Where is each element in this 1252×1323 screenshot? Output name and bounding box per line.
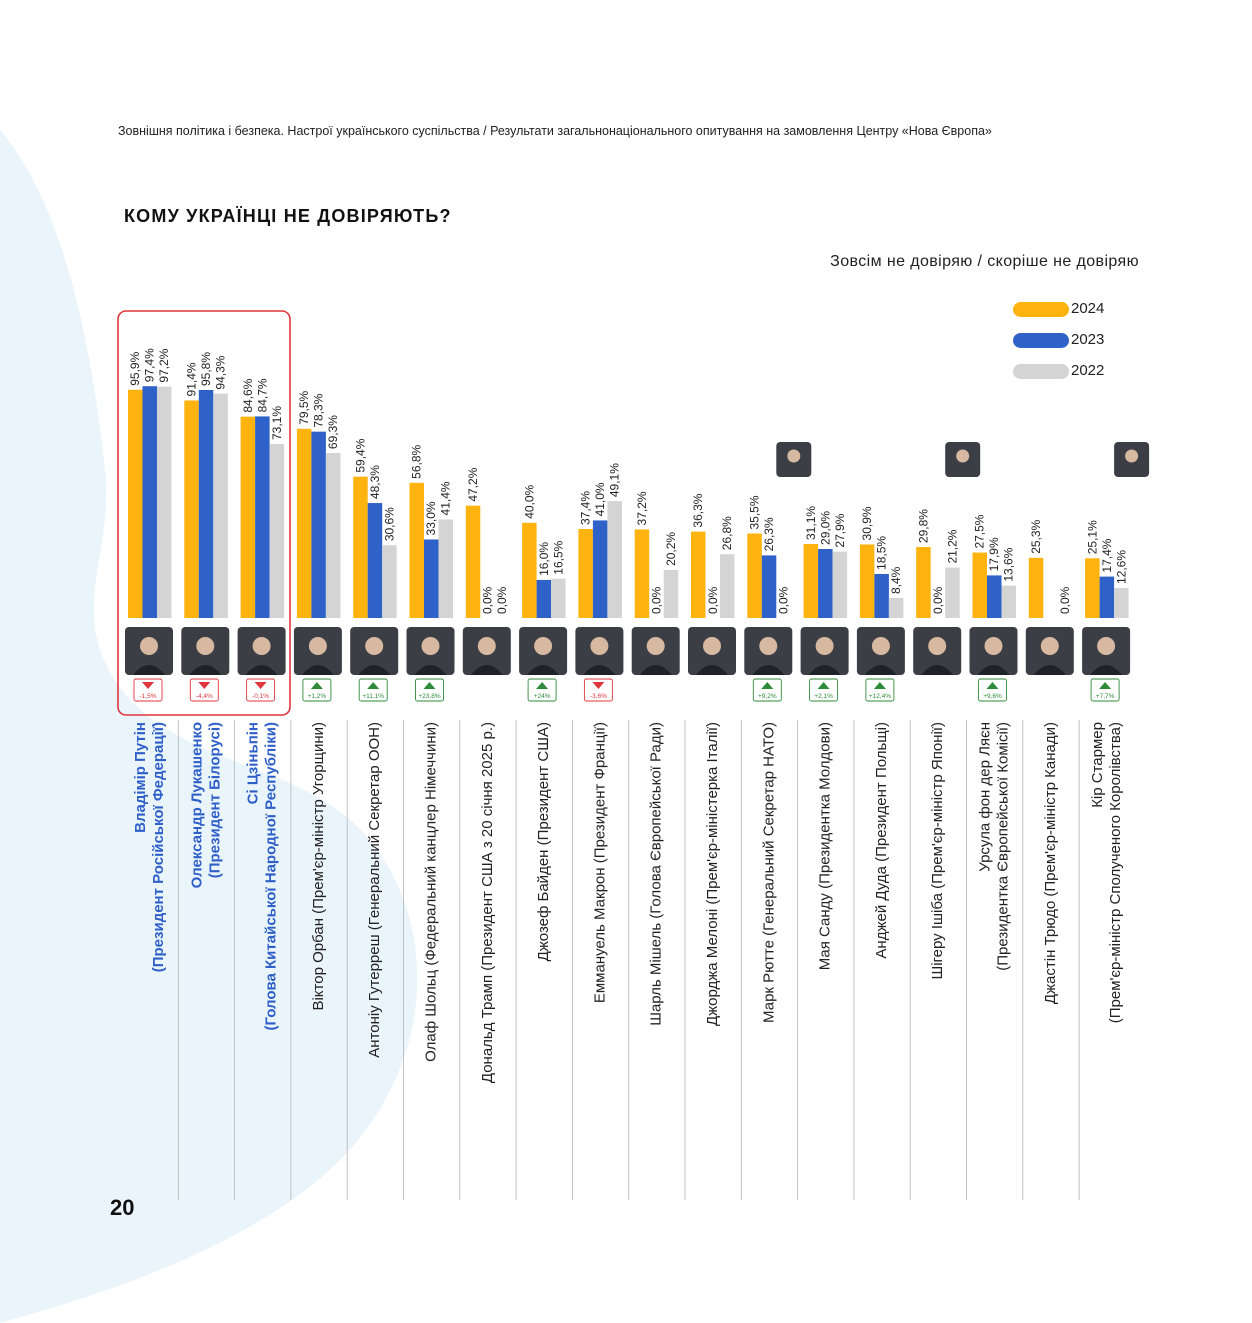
predecessor-face [956,450,969,463]
category-group [125,348,173,972]
category-group [463,467,511,1083]
change-label: -3,6% [589,693,607,700]
value-label: 36,3% [691,493,706,528]
value-label: 30,6% [382,507,397,542]
bar-2023 [1100,577,1115,618]
category-group [913,442,980,980]
value-label: 59,4% [353,438,368,473]
category-role: (Президент Білорусі) [206,722,224,879]
change-label: +12,4% [868,693,892,700]
category-group [688,493,736,1026]
category-name: Антоніу Гутерреш (Генеральний Секретар ООН) [366,722,384,1058]
portrait-face [1041,637,1059,655]
portrait-face [422,637,440,655]
change-label: +9,6% [983,693,1002,700]
bar-2024 [297,429,312,618]
legend-label-2022: 2022 [1071,362,1105,379]
value-label: 37,2% [634,491,649,526]
bar-2022 [382,545,397,618]
bar-2024 [973,553,988,618]
bar-2024 [241,417,256,618]
portrait-face [253,637,271,655]
category-group [294,390,342,1010]
bar-2022 [664,570,679,618]
bar-2024 [916,547,931,618]
category-group [350,438,398,1057]
bar-2024 [522,523,537,618]
category-role: (Президент Російської Федерації) [150,722,167,973]
value-label: 97,4% [142,348,157,383]
value-label: 26,8% [720,516,735,551]
change-label: -1,5% [139,693,157,700]
bar-2022 [1002,586,1017,618]
category-group [1082,442,1149,1023]
portrait-face [872,637,890,655]
category-group [407,444,455,1061]
category-group [1026,519,1074,1004]
bar-2024 [1029,558,1044,618]
category-name: Джозеф Байден (Президент США) [535,722,553,962]
value-label: 29,8% [916,509,931,544]
value-label: 37,4% [578,490,593,525]
change-label: -0,1% [252,693,270,700]
value-label: 26,3% [762,517,777,552]
bar-2022 [270,444,285,618]
value-label: 0,0% [649,586,664,614]
change-label: +11,1% [362,693,385,700]
value-label: 12,6% [1114,549,1129,585]
value-label: 31,1% [803,505,818,540]
category-role: (Голова Китайської Народної Республіки) [262,722,280,1031]
category-group [238,378,286,1030]
value-label: 78,3% [311,393,326,428]
category-name: Дональд Трамп (Президент США з 20 січня 2025 р.) [478,722,496,1084]
chart-title: КОМУ УКРАЇНЦІ НЕ ДОВІРЯЮТЬ? [124,206,452,226]
value-label: 0,0% [705,586,720,614]
bar-2023 [874,574,889,618]
category-name: Еммануель Макрон (Президент Франції) [591,722,609,1004]
value-label: 0,0% [480,586,495,614]
value-label: 17,4% [1099,538,1114,573]
bar-2024 [184,400,199,618]
value-label: 27,9% [832,513,847,548]
value-label: 25,1% [1085,520,1100,555]
value-label: 84,6% [240,378,255,413]
value-label: 17,9% [987,537,1002,572]
portrait-face [759,637,777,655]
bar-2024 [804,544,819,618]
legend-swatch-2024 [1013,302,1069,317]
bar-2022 [213,394,228,618]
value-label: 30,9% [860,506,875,541]
value-label: 33,0% [424,501,439,536]
category-name: Шігеру Ішіба (Прем'єр-міністр Японії) [929,721,947,980]
portrait-face [140,637,158,655]
legend-swatch-2023 [1013,333,1069,348]
bar-2022 [157,387,172,618]
value-label: 21,2% [945,529,960,564]
category-group [632,491,680,1026]
category-group [857,506,905,958]
category-name: Джорджа Мелоні (Прем'єр-міністерка Італії) [704,722,721,1027]
bar-2023 [143,386,158,618]
value-label: 47,2% [466,467,481,502]
chart-subtitle: Зовсім не довіряю / скоріше не довіряю [830,253,1139,270]
change-label: +24% [533,693,551,700]
bar-2023 [593,520,608,618]
portrait-face [1097,637,1115,655]
bar-2023 [762,555,777,618]
value-label: 29,0% [818,510,833,545]
value-label: 25,3% [1029,519,1044,554]
bar-2022 [607,501,622,618]
bar-2024 [410,483,425,618]
value-label: 94,3% [213,355,228,390]
bar-2023 [537,580,552,618]
portrait-face [590,637,608,655]
value-label: 16,5% [551,540,566,575]
value-label: 27,5% [972,514,987,549]
portrait-face [309,637,327,655]
value-label: 41,4% [438,481,453,516]
predecessor-face [787,450,800,463]
category-group [181,352,229,889]
category-name: Урсула фон дер Ляєн [976,722,994,872]
value-label: 79,5% [297,390,312,425]
category-name: Віктор Орбан (Прем'єр-міністр Угорщини) [309,722,327,1011]
category-group [970,514,1018,971]
value-label: 13,6% [1001,547,1016,582]
portrait-face [365,637,383,655]
portrait-face [534,637,552,655]
portrait-face [478,637,496,655]
bar-2024 [128,390,143,618]
bar-2024 [860,544,875,618]
value-label: 84,7% [255,378,270,413]
portrait-face [196,637,214,655]
bar-2024 [691,532,706,618]
bar-2022 [720,554,735,618]
value-label: 35,5% [747,495,762,530]
value-label: 40,0% [522,484,537,519]
bar-2023 [311,432,326,618]
change-label: +9,2% [757,693,777,700]
bar-2022 [1114,588,1129,618]
category-name: Марк Рютте (Генеральний Секретар НАТО) [760,722,778,1023]
change-label: +1,2% [307,693,327,700]
bar-2022 [551,579,566,618]
value-label: 95,9% [128,351,143,386]
bar-2022 [889,598,904,618]
value-label: 0,0% [495,586,510,614]
bar-2022 [326,453,341,618]
category-name: Сі Цзіньпін [244,722,262,805]
bar-2022 [945,568,960,618]
legend-swatch-2022 [1013,364,1069,379]
value-label: 91,4% [184,362,199,397]
bar-2023 [199,390,214,618]
category-name: Мая Санду (Президентка Молдови) [816,722,834,971]
category-name: Олександр Лукашенко [188,722,206,889]
portrait-face [647,637,665,655]
category-name: Шарль Мішель (Голова Європейської Ради) [647,722,665,1026]
bar-2023 [424,539,439,618]
category-name: Олаф Шольц (Федеральний канцлер Німеччини) [422,722,440,1062]
value-label: 8,4% [889,566,904,595]
category-group [801,506,849,971]
value-label: 20,2% [663,531,678,566]
page-number: 20 [110,1195,135,1220]
value-label: 97,2% [157,348,172,383]
value-label: 49,1% [607,463,622,498]
value-label: 48,3% [367,465,382,500]
bar-2024 [635,529,650,618]
value-label: 95,8% [199,351,214,386]
portrait-face [928,637,946,655]
change-label: +7,7% [1095,693,1115,700]
legend-label-2023: 2023 [1071,331,1105,348]
bar-2024 [578,529,593,618]
category-name: Владімір Путін [132,722,149,833]
bar-2024 [1085,558,1100,618]
portrait-face [816,637,834,655]
category-name: Кір Стармер [1089,722,1107,808]
change-label: +23,8% [418,693,441,700]
bar-2024 [353,477,368,618]
value-label: 0,0% [776,586,791,614]
bar-2024 [747,534,762,618]
value-label: 73,1% [269,405,284,441]
category-group [744,442,811,1023]
bar-2023 [255,416,270,618]
category-name: Джастін Трюдо (Прем'єр-міністр Канади) [1041,722,1059,1005]
value-label: 0,0% [1058,586,1073,614]
predecessor-face [1125,450,1138,463]
bar-2023 [368,503,383,618]
bar-2022 [833,552,848,618]
category-group [575,463,623,1003]
category-role: (Прем'єр-міністр Сполученого Королівства) [1107,722,1125,1024]
value-label: 18,5% [874,535,889,570]
category-role: (Президентка Європейської Комісії) [994,722,1012,971]
value-label: 41,0% [593,482,608,517]
legend-label-2024: 2024 [1071,300,1105,317]
value-label: 16,0% [536,541,551,576]
category-group [519,484,567,961]
change-label: -4,4% [195,693,213,700]
portrait-face [703,637,721,655]
bar-2023 [818,549,833,618]
bar-2022 [439,519,454,618]
header-text: Зовнішня політика і безпека. Настрої українського суспільства / Результати загальнонаціонального опитування на замовлення Центру «Нова Європа» [118,124,992,138]
value-label: 0,0% [930,586,945,614]
bar-2024 [466,506,481,618]
category-name: Анджей Дуда (Президент Польщі) [872,722,890,959]
value-label: 69,3% [326,415,341,450]
change-label: +2,1% [814,693,833,700]
bar-2023 [987,575,1002,618]
value-label: 56,8% [409,444,424,479]
portrait-face [985,637,1003,655]
